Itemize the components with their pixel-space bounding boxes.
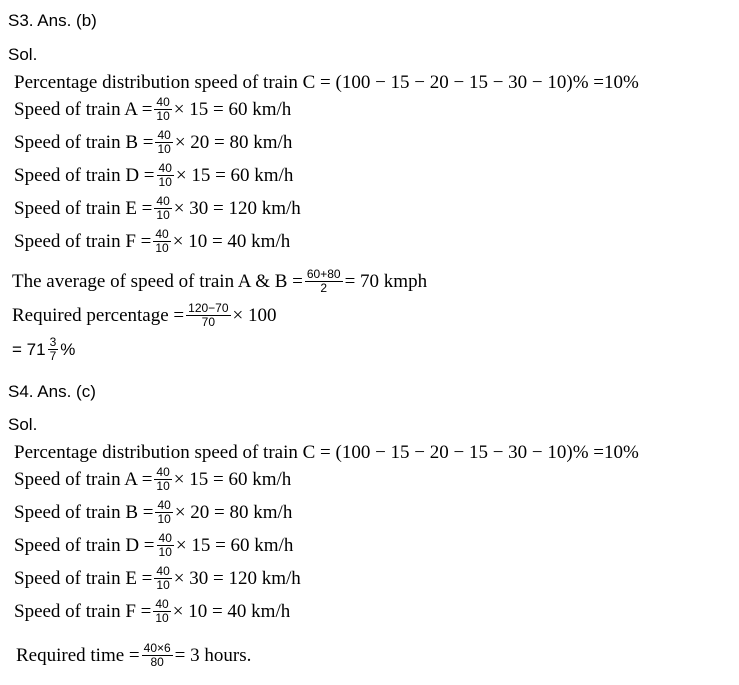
speed-result: × 15 = 60 km/h [173, 468, 292, 490]
speed-result: × 15 = 60 km/h [175, 164, 294, 186]
fraction-numerator: 3 [49, 335, 57, 349]
speed-result: × 10 = 40 km/h [172, 600, 291, 622]
result-prefix: = 71 [12, 339, 46, 359]
fraction [154, 195, 171, 222]
fraction-denominator: 10 [155, 241, 169, 255]
speed-label: Speed of train A = [14, 98, 153, 120]
speed-label: Speed of train E = [14, 567, 153, 589]
fraction-denominator: 10 [158, 545, 172, 559]
s3-result [12, 336, 75, 363]
s4-speed-a [14, 466, 291, 493]
s3-speed-e [14, 195, 301, 222]
fraction-numerator: 40 [156, 564, 170, 578]
s3-speed-d [14, 162, 293, 189]
s3-average-line [12, 268, 427, 295]
fraction-denominator: 10 [157, 142, 171, 156]
fraction [153, 598, 170, 625]
speed-result: × 30 = 120 km/h [173, 197, 301, 219]
required-time-label: Required time = [16, 644, 140, 666]
speed-label: Speed of train D = [14, 164, 155, 186]
s4-speed-f [14, 598, 290, 625]
s3-speed-b [14, 129, 292, 156]
fraction-denominator: 10 [156, 109, 170, 123]
fraction [154, 466, 171, 493]
fraction [305, 268, 343, 295]
fraction-numerator: 40 [156, 465, 170, 479]
fraction-denominator: 10 [157, 512, 171, 526]
s4-sol-label: Sol. [8, 415, 38, 434]
s3-speed-f [14, 228, 290, 255]
s3-sol-label: Sol. [8, 45, 38, 64]
fraction [48, 336, 59, 363]
fraction-numerator: 40 [156, 95, 170, 109]
speed-label: Speed of train B = [14, 501, 154, 523]
fraction-numerator: 40 [157, 498, 171, 512]
s3-required-percentage [12, 302, 277, 329]
speed-result: × 20 = 80 km/h [174, 501, 293, 523]
fraction-numerator: 40 [157, 128, 171, 142]
speed-label: Speed of train E = [14, 197, 153, 219]
speed-label: Speed of train D = [14, 534, 155, 556]
fraction [155, 129, 172, 156]
fraction-numerator: 40 [155, 597, 169, 611]
required-multiplier: × 100 [232, 304, 277, 326]
fraction-numerator: 60+80 [306, 267, 341, 281]
fraction-numerator: 40 [156, 194, 170, 208]
speed-result: × 30 = 120 km/h [173, 567, 301, 589]
fraction-denominator: 10 [158, 175, 172, 189]
speed-label: Speed of train A = [14, 468, 153, 490]
speed-result: × 10 = 40 km/h [172, 230, 291, 252]
s4-speed-d [14, 532, 293, 559]
s3-speed-a [14, 96, 291, 123]
fraction-denominator: 10 [156, 479, 170, 493]
fraction-denominator: 70 [201, 315, 216, 329]
fraction-numerator: 40 [158, 531, 172, 545]
speed-result: × 15 = 60 km/h [173, 98, 292, 120]
s3-heading: S3. Ans. (b) [8, 11, 97, 30]
s4-heading: S4. Ans. (c) [8, 382, 96, 401]
fraction-denominator: 2 [320, 281, 328, 295]
fraction-numerator: 40 [155, 227, 169, 241]
fraction [153, 228, 170, 255]
required-time-result: = 3 hours. [174, 644, 252, 666]
fraction-denominator: 10 [156, 578, 170, 592]
fraction [157, 162, 174, 189]
average-result: = 70 kmph [344, 270, 428, 292]
fraction [154, 565, 171, 592]
fraction [155, 499, 172, 526]
s4-speed-b [14, 499, 292, 526]
fraction-denominator: 10 [155, 611, 169, 625]
fraction [154, 96, 171, 123]
s4-required-time [16, 642, 251, 669]
speed-label: Speed of train B = [14, 131, 154, 153]
required-label: Required percentage = [12, 304, 185, 326]
speed-result: × 15 = 60 km/h [175, 534, 294, 556]
result-suffix: % [60, 339, 76, 359]
fraction [142, 642, 173, 669]
s4-percentage-line: Percentage distribution speed of train C = (100 − 15 − 20 − 15 − 30 − 10)% =10% [14, 442, 639, 463]
s3-percentage-line: Percentage distribution speed of train C = (100 − 15 − 20 − 15 − 30 − 10)% =10% [14, 72, 639, 93]
average-label: The average of speed of train A & B = [12, 270, 303, 292]
fraction-denominator: 7 [49, 349, 57, 363]
fraction-denominator: 80 [150, 655, 164, 669]
fraction [186, 302, 230, 329]
fraction [157, 532, 174, 559]
fraction-numerator: 120−70 [188, 301, 229, 315]
fraction-numerator: 40×6 [143, 641, 171, 655]
speed-label: Speed of train F = [14, 600, 152, 622]
fraction-denominator: 10 [156, 208, 170, 222]
speed-label: Speed of train F = [14, 230, 152, 252]
s4-speed-e [14, 565, 301, 592]
fraction-numerator: 40 [158, 161, 172, 175]
speed-result: × 20 = 80 km/h [174, 131, 293, 153]
